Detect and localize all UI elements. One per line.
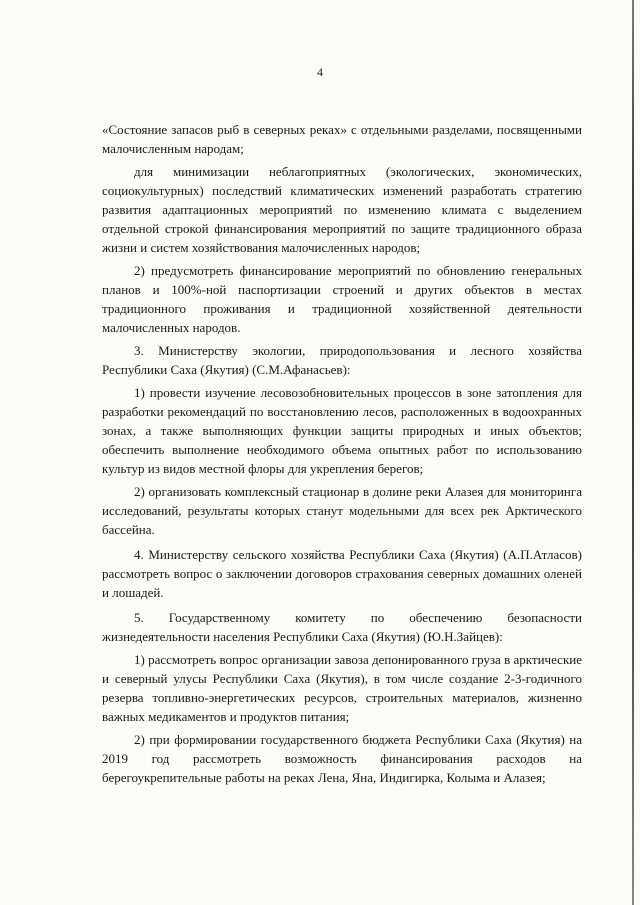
paragraph-8: 5. Государственному комитету по обеспечению безопасности жизнедеятельности населения Республики Саха (Якутия) (Ю.Н.Зайцев): <box>102 610 582 644</box>
paragraph-3: 2) предусмотреть финансирование мероприятий по обновлению генеральных планов и 100%-ной паспортизации строений и других объектов в местах традиционного проживания и традиционной хозяйственной деятельности малочисленных народов. <box>102 263 582 335</box>
paragraph-7: 4. Министерству сельского хозяйства Республики Саха (Якутия) (А.П.Атласов) рассмотреть вопрос о заключении договоров страхования северных домашних оленей и лошадей. <box>102 547 582 600</box>
paragraph-4: 3. Министерству экологии, природопользования и лесного хозяйства Республики Саха (Якутия) (С.М.Афанасьев): <box>102 343 582 377</box>
paragraph-9: 1) рассмотреть вопрос организации завоза депонированного груза в арктические и северный улусы Республики Саха (Якутия), в том числе создание 2-3-годичного резерва топливно-энергетических ресурсов, строительных материалов, жизненно важных медикаментов и продуктов питания; <box>102 652 582 724</box>
paragraph-2: для минимизации неблагоприятных (экологических, экономических, социокультурных) последствий климатических изменений разработать стратегию развития адаптационных мероприятий по изменению климата с выделением отдельной строкой финансирования мероприятий по защите традиционного образа жизни и систем хозяйствования малочисленных народов; <box>102 164 582 255</box>
document-body <box>102 120 582 791</box>
page-number: 4 <box>317 65 323 79</box>
scan-edge <box>632 0 634 905</box>
paragraph-10: 2) при формировании государственного бюджета Республики Саха (Якутия) на 2019 год рассмотреть возможность финансирования расходов на берегоукрепительные работы на реках Лена, Яна, Индигирка, Колыма и Алазея; <box>102 732 582 785</box>
paragraph-6: 2) организовать комплексный стационар в долине реки Алазея для мониторинга исследований, результаты которых станут модельными для всех рек Арктического бассейна. <box>102 484 582 537</box>
paragraph-5: 1) провести изучение лесовозобновительных процессов в зоне затопления для разработки рекомендаций по восстановлению лесов, расположенных в водоохранных зонах, а также выполняющих функции защиты природных и иных объектов; обеспечить выполнение необходимого объема опытных работ по использованию культур из видов местной флоры для укрепления берегов; <box>102 385 582 476</box>
paragraph-1: «Состояние запасов рыб в северных реках» с отдельными разделами, посвященными малочисленным народам; <box>102 122 582 156</box>
